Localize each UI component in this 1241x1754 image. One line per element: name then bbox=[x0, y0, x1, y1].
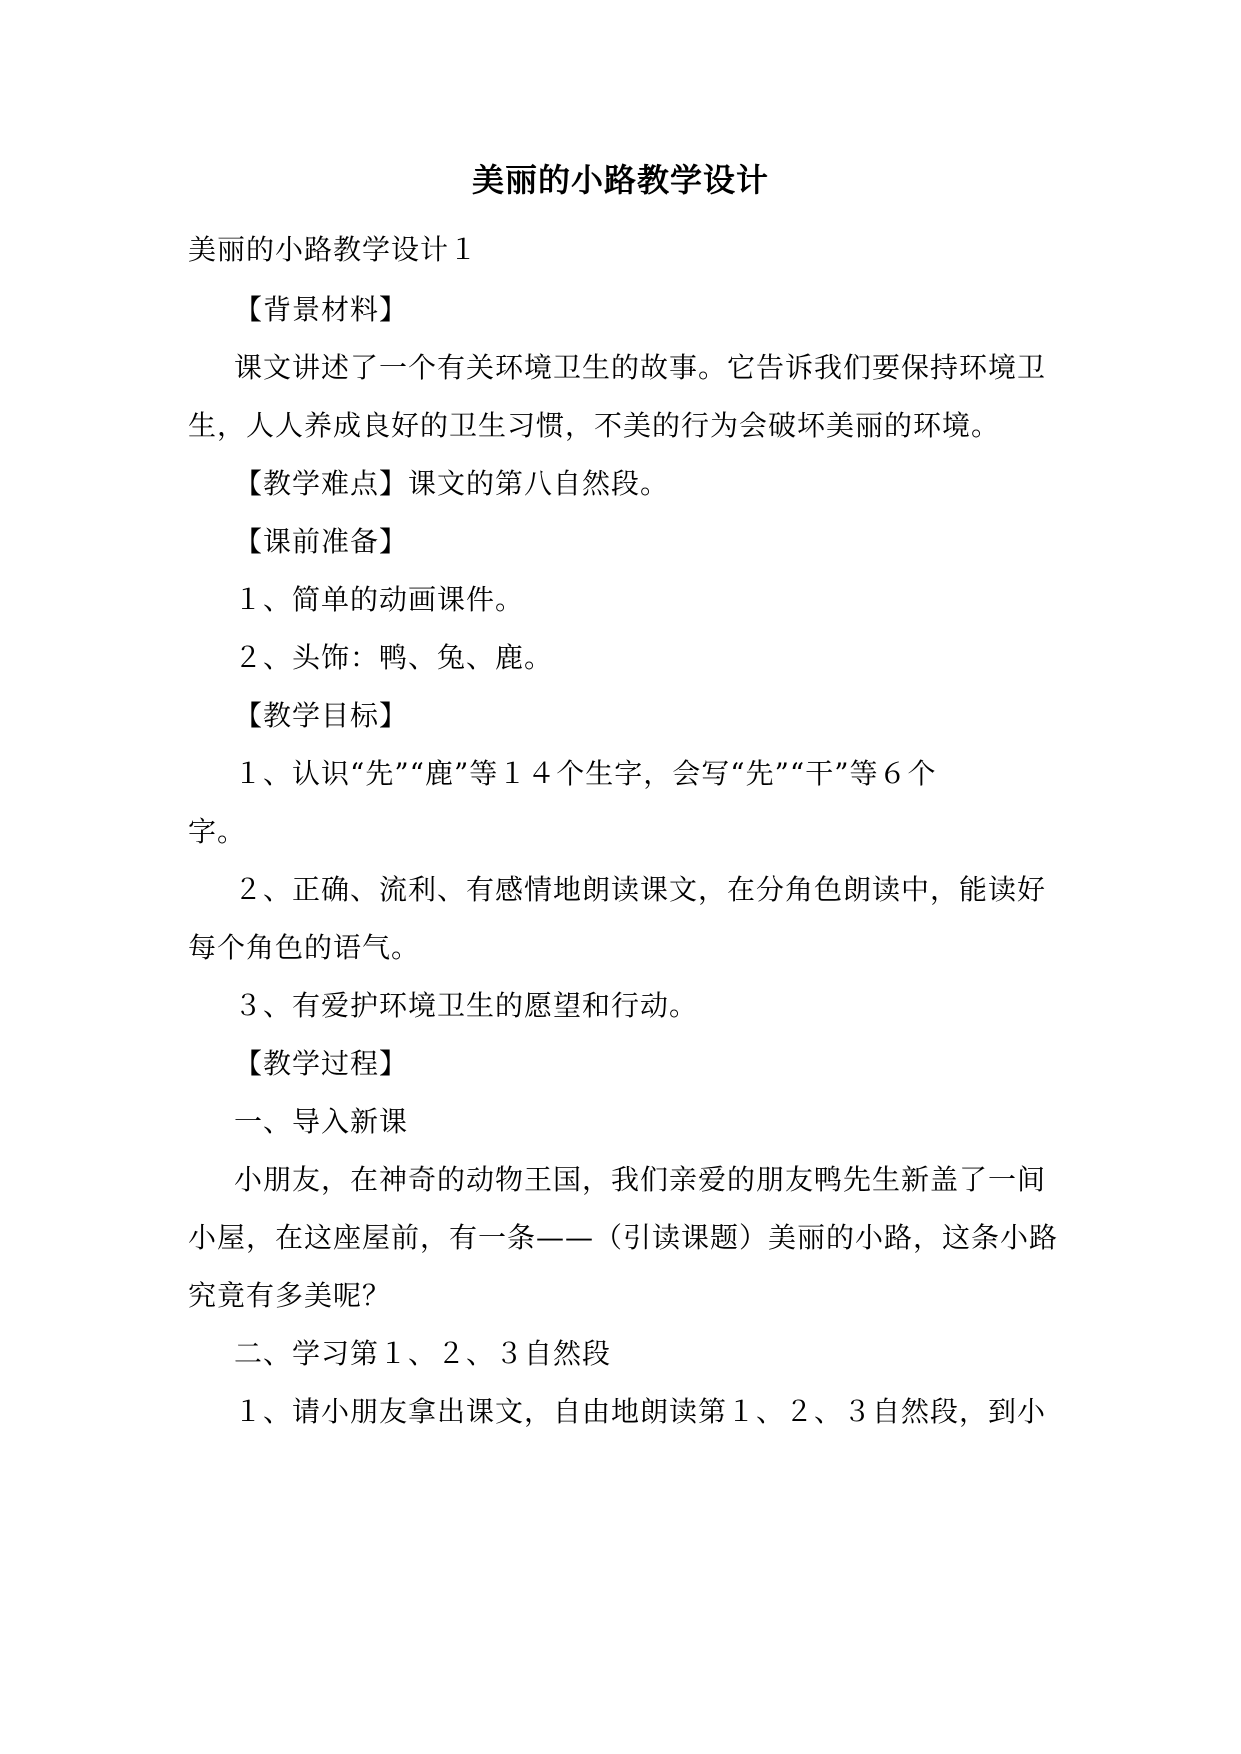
section-heading-background: 【背景材料】 bbox=[234, 293, 409, 326]
paragraph-line: 究竟有多美呢？ bbox=[188, 1279, 392, 1312]
list-item: ２、头饰：鸭、兔、鹿。 bbox=[234, 641, 554, 674]
section-heading-goals: 【教学目标】 bbox=[234, 699, 409, 732]
paragraph-line: 【教学难点】课文的第八自然段。 bbox=[234, 467, 670, 500]
paragraph-line: 字。 bbox=[188, 815, 247, 848]
section-heading-preparation: 【课前准备】 bbox=[234, 525, 409, 558]
list-item: １、认识“先”“鹿”等１４个生字，会写“先”“干”等６个 bbox=[234, 757, 937, 790]
list-item: ３、有爱护环境卫生的愿望和行动。 bbox=[234, 989, 699, 1022]
list-item: ２、正确、流利、有感情地朗读课文，在分角色朗读中，能读好 bbox=[234, 873, 1047, 906]
subtitle: 美丽的小路教学设计１ bbox=[188, 233, 479, 266]
subsection-heading: 一、导入新课 bbox=[234, 1105, 409, 1138]
paragraph-line: 生，人人养成良好的卫生习惯，不美的行为会破坏美丽的环境。 bbox=[188, 409, 1001, 442]
paragraph-line: 课文讲述了一个有关环境卫生的故事。它告诉我们要保持环境卫 bbox=[234, 351, 1047, 384]
paragraph-line: 小朋友，在神奇的动物王国，我们亲爱的朋友鸭先生新盖了一间 bbox=[234, 1163, 1047, 1196]
list-item: １、请小朋友拿出课文，自由地朗读第１、２、３自然段，到小 bbox=[234, 1395, 1047, 1428]
document-title: 美丽的小路教学设计 bbox=[471, 161, 769, 199]
paragraph-line: 每个角色的语气。 bbox=[188, 931, 421, 964]
paragraph-line: 小屋，在这座屋前，有一条——（引读课题）美丽的小路，这条小路 bbox=[188, 1221, 1059, 1254]
section-heading-process: 【教学过程】 bbox=[234, 1047, 409, 1080]
subsection-heading: 二、学习第１、２、３自然段 bbox=[234, 1337, 612, 1370]
list-item: １、简单的动画课件。 bbox=[234, 583, 525, 616]
